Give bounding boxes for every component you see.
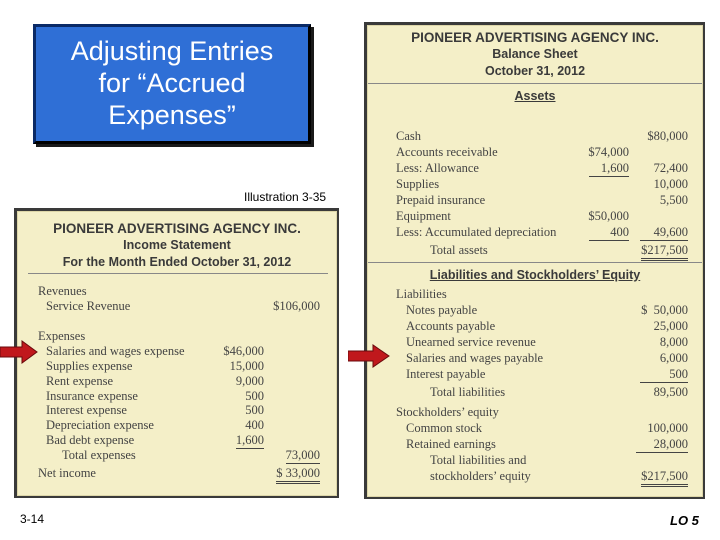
bs-liability-value: $ 50,000 [641, 303, 688, 317]
bs-equipment-net: 49,600 [640, 225, 688, 241]
income-statement-panel [17, 211, 337, 496]
is-company: PIONEER ADVERTISING AGENCY INC. [53, 221, 301, 236]
bs-liab-header: Liabilities and Stockholders’ Equity [429, 268, 641, 282]
bs-date: October 31, 2012 [484, 64, 586, 78]
bs-liability-label: Notes payable [406, 303, 478, 317]
bs-liability-label: Interest payable [406, 367, 486, 381]
is-service-revenue-label: Service Revenue [46, 299, 131, 313]
is-expense-value: 9,000 [235, 374, 264, 388]
is-expense-label: Supplies expense [46, 359, 133, 373]
balance-sheet-panel [367, 25, 703, 497]
is-period: For the Month Ended October 31, 2012 [62, 255, 292, 269]
bs-supplies-value: 10,000 [653, 177, 688, 191]
arrow-right-icon [0, 340, 38, 364]
is-expenses-label: Expenses [38, 329, 86, 343]
bs-equipment-label: Equipment [396, 209, 451, 223]
bs-se-label: Stockholders’ equity [396, 405, 499, 419]
bs-total-liabilities-value: 89,500 [653, 385, 688, 399]
bs-prepaid-value: 5,500 [659, 193, 688, 207]
bs-equipment-value: $50,000 [588, 209, 629, 223]
is-expense-value: 500 [245, 403, 264, 417]
is-expense-label: Interest expense [46, 403, 127, 417]
arrow-right-icon [348, 344, 390, 368]
bs-total-le-label-2: stockholders’ equity [430, 469, 531, 483]
bs-liability-value: 25,000 [653, 319, 688, 333]
bs-retained-value: 28,000 [636, 437, 688, 453]
is-total-expenses-value: 73,000 [285, 448, 320, 462]
bs-cash-label: Cash [396, 129, 421, 143]
bs-allowance-label: Less: Allowance [396, 161, 479, 175]
bs-ar-value: $74,000 [588, 145, 629, 159]
bs-total-liabilities-label: Total liabilities [430, 385, 506, 399]
learning-objective: LO 5 [670, 513, 699, 528]
bs-liability-value: 500 [640, 367, 688, 383]
bs-accum-value: 400 [589, 225, 629, 241]
bs-liability-label: Salaries and wages payable [406, 351, 544, 365]
bs-ar-label: Accounts receivable [396, 145, 498, 159]
bs-liability-label: Unearned service revenue [406, 335, 536, 349]
is-statement: Income Statement [123, 238, 231, 252]
is-expense-label: Depreciation expense [46, 418, 154, 432]
is-service-revenue-value: $106,000 [273, 299, 320, 313]
is-expense-label: Bad debt expense [46, 433, 135, 447]
slide-title-box [33, 24, 311, 144]
is-total-expenses-label: Total expenses [62, 448, 136, 462]
bs-cash-value: $80,000 [647, 129, 688, 143]
is-expense-label: Salaries and wages expense [46, 344, 185, 358]
is-expense-value: 500 [245, 389, 264, 403]
is-expense-label: Rent expense [46, 374, 113, 388]
bs-total-assets-value: $217,500 [641, 243, 688, 261]
title-line-1: Adjusting Entries [70, 36, 274, 66]
is-revenues-label: Revenues [38, 284, 87, 298]
is-expense-value: $46,000 [223, 344, 264, 358]
bs-liability-label: Accounts payable [406, 319, 496, 333]
is-expense-value: 400 [245, 418, 264, 432]
bs-ar-net: 72,400 [653, 161, 688, 175]
illustration-label: Illustration 3-35 [244, 190, 327, 204]
bs-total-assets-label: Total assets [430, 243, 488, 257]
is-net-income-value: $ 33,000 [276, 466, 320, 484]
bs-total-le-label-1: Total liabilities and [430, 453, 527, 467]
bs-liability-value: 6,000 [659, 351, 688, 365]
bs-liabilities-label: Liabilities [396, 287, 447, 301]
bs-common-stock-label: Common stock [406, 421, 483, 435]
page-number: 3-14 [20, 512, 45, 526]
is-expense-value: 1,600 [235, 433, 264, 447]
is-expense-label: Insurance expense [46, 389, 138, 403]
bs-total-le-value: $217,500 [641, 469, 688, 487]
bs-company: PIONEER ADVERTISING AGENCY INC. [411, 30, 659, 45]
is-expense-value: 15,000 [229, 359, 264, 373]
bs-retained-label: Retained earnings [406, 437, 496, 451]
title-line-2: for “Accrued [98, 68, 246, 98]
title-line-3: Expenses” [108, 100, 236, 130]
bs-allowance-value: 1,600 [589, 161, 629, 177]
bs-common-stock-value: 100,000 [647, 421, 688, 435]
bs-accum-label: Less: Accumulated depreciation [396, 225, 557, 239]
is-net-income-label: Net income [38, 466, 96, 480]
bs-supplies-label: Supplies [396, 177, 440, 191]
bs-prepaid-label: Prepaid insurance [396, 193, 486, 207]
bs-statement: Balance Sheet [492, 47, 578, 61]
bs-assets-header: Assets [514, 89, 556, 103]
bs-liability-value: 8,000 [659, 335, 688, 349]
